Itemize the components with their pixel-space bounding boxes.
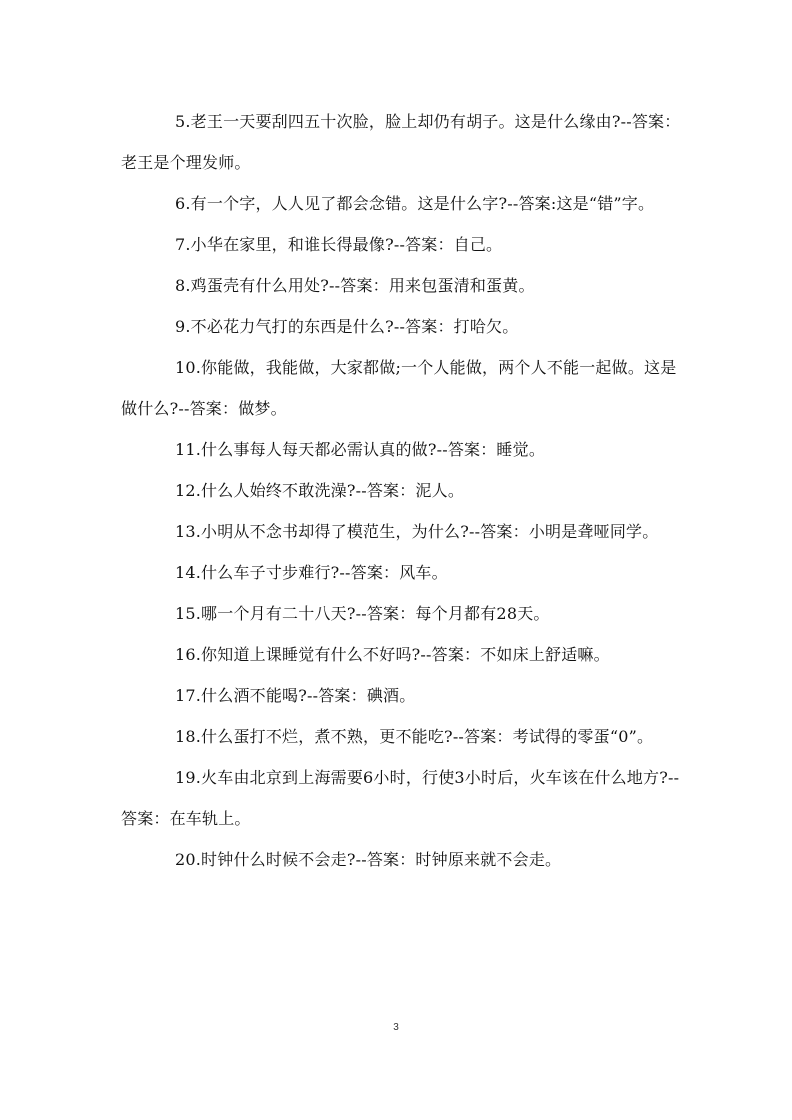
riddle-paragraph-13: 13.小明从不念书却得了模范生，为什么?--答案：小明是聋哑同学。 [175, 522, 659, 541]
riddle-paragraph-20: 20.时钟什么时候不会走?--答案：时钟原来就不会走。 [175, 850, 562, 869]
riddle-paragraph-16: 16.你知道上课睡觉有什么不好吗?--答案：不如床上舒适嘛。 [175, 645, 610, 664]
riddle-paragraph-6: 6.有一个字，人人见了都会念错。这是什么字?--答案:这是“错”字。 [175, 194, 655, 213]
document-body [121, 101, 681, 880]
riddle-paragraph-5: 5.老王一天要刮四五十次脸，脸上却仍有胡子。这是什么缘由?--答案：老王是个理发师。 [121, 112, 681, 172]
riddle-paragraph-19: 19.火车由北京到上海需要6小时，行使3小时后，火车该在什么地方?--答案：在车轨上。 [121, 768, 680, 828]
riddle-paragraph-7: 7.小华在家里，和谁长得最像?--答案：自己。 [175, 235, 503, 254]
riddle-paragraph-17: 17.什么酒不能喝?--答案：碘酒。 [175, 686, 416, 705]
riddle-paragraph-8: 8.鸡蛋壳有什么用处?--答案：用来包蛋清和蛋黄。 [175, 276, 535, 295]
page-number: 3 [393, 1022, 399, 1033]
riddle-paragraph-14: 14.什么车子寸步难行?--答案：风车。 [175, 563, 448, 582]
riddle-paragraph-9: 9.不必花力气打的东西是什么?--答案：打哈欠。 [175, 317, 519, 336]
riddle-paragraph-11: 11.什么事每人每天都必需认真的做?--答案：睡觉。 [175, 440, 546, 459]
riddle-paragraph-10: 10.你能做，我能做，大家都做;一个人能做，两个人不能一起做。这是做什么?--答案：做梦。 [121, 358, 677, 418]
riddle-paragraph-18: 18.什么蛋打不烂，煮不熟，更不能吃?--答案：考试得的零蛋“0”。 [175, 727, 654, 746]
riddle-paragraph-15: 15.哪一个月有二十八天?--答案：每个月都有28天。 [175, 604, 550, 623]
riddle-paragraph-12: 12.什么人始终不敢洗澡?--答案：泥人。 [175, 481, 465, 500]
